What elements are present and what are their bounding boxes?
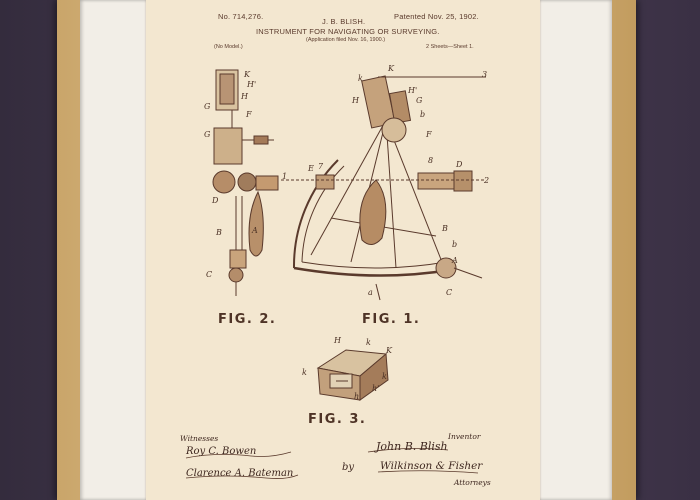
application-line: (Application filed Nov. 16, 1900.) (306, 37, 386, 43)
inventor-signature: John B. Blish (376, 440, 448, 453)
fig1-label-c: C (446, 288, 453, 297)
fig2-label-f: F (246, 110, 252, 119)
fig1-label-h: H (352, 96, 359, 105)
fig2-label-c: C (206, 270, 213, 279)
fig1-drawing (281, 76, 486, 300)
fig1-label-b1: b (420, 110, 426, 119)
fig2-caption: FIG. 2. (218, 312, 277, 327)
sheets-note: 2 Sheets—Sheet 1. (426, 44, 474, 50)
fig3-label-k3: k (382, 372, 387, 381)
witness-signature-1: Roy C. Bowen (186, 446, 257, 457)
fig1-label-2: 2 (484, 176, 490, 185)
fig2-label-h-prime: H' (247, 80, 257, 89)
fig1-label-g: G (416, 96, 423, 105)
fig2-label-k: K (244, 70, 250, 79)
fig2-label-b: B (216, 228, 222, 237)
fig1-label-8: 8 (428, 156, 434, 165)
fig2-label-g2: G (204, 130, 211, 139)
fig2-drawing (213, 70, 278, 296)
fig1-label-f: F (426, 130, 432, 139)
fig1-label-a: a (368, 288, 373, 297)
fig2-label-g1: G (204, 102, 211, 111)
witness-signature-2: Clarence A. Bateman (186, 468, 294, 479)
fig1-label-k: k (358, 74, 363, 83)
attorneys-signature: Wilkinson & Fisher (380, 460, 483, 472)
patent-number: No. 714,276. (218, 12, 264, 21)
fig2-label-d: D (212, 196, 219, 205)
fig3-label-K: K (386, 346, 392, 355)
fig3-label-h: H (334, 336, 341, 345)
fig1-label-K: K (388, 64, 394, 73)
fig1-caption: FIG. 1. (362, 312, 421, 327)
patent-date: Patented Nov. 25, 1902. (394, 12, 479, 21)
fig1-label-d: D (456, 160, 463, 169)
fig1-label-3: 3 (482, 70, 488, 79)
fig1-label-e: E (308, 164, 314, 173)
fig1-label-b-cap: B (442, 224, 448, 233)
witnesses-label: Witnesses (180, 434, 219, 443)
fig3-label-k1: k (366, 338, 371, 347)
fig3-label-h-prime: h' (372, 384, 380, 393)
inventor-label: Inventor (448, 432, 481, 441)
fig2-label-h: H (241, 92, 248, 101)
fig3-caption: FIG. 3. (308, 412, 367, 427)
inventor-header: J. B. BLISH. (322, 17, 366, 26)
fig1-label-h-prime: H' (408, 86, 418, 95)
fig3-label-h-small: h (354, 392, 360, 401)
patent-title: INSTRUMENT FOR NAVIGATING OR SURVEYING. (256, 27, 440, 36)
fig1-label-b2: b (452, 240, 458, 249)
model-note: (No Model.) (214, 44, 243, 50)
fig1-label-1: 1 (282, 172, 288, 181)
fig2-label-a: A (252, 226, 258, 235)
by-word: by (342, 462, 355, 473)
fig1-label-a-cap: A (452, 256, 458, 265)
attorneys-label: Attorneys (454, 478, 491, 487)
fig1-label-7: 7 (318, 162, 324, 171)
fig3-label-k2: k (302, 368, 307, 377)
patent-print (146, 0, 540, 500)
